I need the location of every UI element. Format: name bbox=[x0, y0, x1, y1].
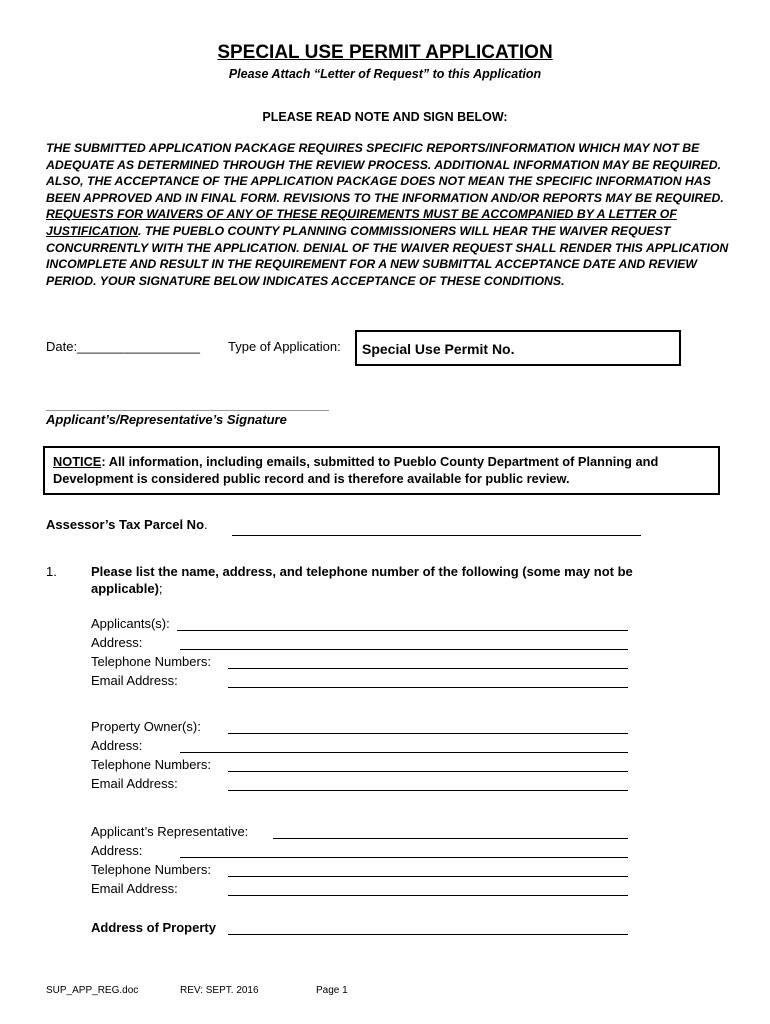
conditions-text-2: . THE PUEBLO COUNTY PLANNING COMMISSIONERS WILL HEAR THE WAIVER REQUEST CONCURRENTLY WITH THE APPLICATION. DENIAL OF THE WAIVER REQUEST SHALL RENDER THIS APPLICATION INCOMPLETE AND RESULT IN THE REQUIREMENT FOR A NEW SUBMITTAL ACCEPTANCE DATE AND REVIEW PERIOD. YOUR SIGNATURE BELOW INDICATES ACCEPTANCE OF THESE CONDITIONS. bbox=[46, 223, 729, 288]
public-record-notice bbox=[43, 446, 720, 495]
conditions-paragraph bbox=[46, 140, 746, 289]
notice-text: : All information, including emails, submitted to Pueblo County Department of Planning and Development is considered public record and is therefore available for public review. bbox=[53, 454, 659, 486]
footer-filename: SUP_APP_REG.doc bbox=[46, 985, 139, 996]
applicant-name-label: Applicants(s): bbox=[91, 616, 170, 631]
parcel-input-line[interactable] bbox=[232, 535, 641, 536]
parcel-label bbox=[46, 517, 208, 532]
applicant-email-label: Email Address: bbox=[91, 673, 178, 688]
owner-phone-line[interactable] bbox=[228, 771, 628, 772]
section-instruction-text: Please list the name, address, and telephone number of the following (some may not be applicable) bbox=[91, 564, 633, 596]
footer-revision: REV: SEPT. 2016 bbox=[180, 985, 259, 996]
signature-label: Applicant’s/Representative’s Signature bbox=[46, 412, 287, 427]
representative-email-line[interactable] bbox=[228, 895, 628, 896]
application-type-box bbox=[355, 330, 681, 366]
owner-address-label: Address: bbox=[91, 738, 143, 753]
representative-address-label: Address: bbox=[91, 843, 143, 858]
representative-name-label: Applicant’s Representative: bbox=[91, 824, 249, 839]
section-number: 1. bbox=[46, 564, 57, 579]
representative-name-line[interactable] bbox=[273, 838, 628, 839]
section-instruction bbox=[91, 564, 691, 597]
owner-address-line[interactable] bbox=[180, 752, 628, 753]
applicant-phone-line[interactable] bbox=[228, 668, 628, 669]
owner-email-line[interactable] bbox=[228, 790, 628, 791]
parcel-label-text: Assessor’s Tax Parcel No bbox=[46, 517, 205, 532]
application-type-value: Special Use Permit No. bbox=[362, 341, 515, 357]
representative-phone-line[interactable] bbox=[228, 876, 628, 877]
section-instruction-end: ; bbox=[158, 580, 163, 596]
applicant-email-line[interactable] bbox=[228, 687, 628, 688]
owner-name-label: Property Owner(s): bbox=[91, 719, 201, 734]
applicant-phone-label: Telephone Numbers: bbox=[91, 654, 211, 669]
signature-line[interactable] bbox=[46, 410, 329, 411]
owner-email-label: Email Address: bbox=[91, 776, 178, 791]
notice-heading: NOTICE bbox=[53, 454, 102, 469]
representative-phone-label: Telephone Numbers: bbox=[91, 862, 211, 877]
applicant-name-line[interactable] bbox=[177, 630, 628, 631]
application-type-label: Type of Application: bbox=[228, 339, 341, 354]
owner-name-line[interactable] bbox=[228, 733, 628, 734]
applicant-address-label: Address: bbox=[91, 635, 143, 650]
date-field[interactable]: Date:_________________ bbox=[46, 339, 200, 354]
property-address-line[interactable] bbox=[228, 934, 628, 935]
waiver-requirement-text: REQUESTS FOR WAIVERS OF ANY OF THESE REQUIREMENTS MUST BE ACCOMPANIED BY A LETTER OF JUSTIFICATION bbox=[46, 207, 677, 238]
parcel-label-dot: . bbox=[204, 517, 208, 532]
owner-phone-label: Telephone Numbers: bbox=[91, 757, 211, 772]
conditions-text-1: THE SUBMITTED APPLICATION PACKAGE REQUIRES SPECIFIC REPORTS/INFORMATION WHICH MAY NOT BE ADEQUATE AS DETERMINED THROUGH THE REVIEW PROCESS. ADDITIONAL INFORMATION MAY BE REQUIRED. ALSO, THE ACCEPTANCE OF THE APPLICATION PACKAGE DOES NOT MEAN THE SPECIFIC INFORMATION HAS BEEN APPROVED AND IN FINAL FORM. REVISIONS TO THE INFORMATION AND/OR REPORTS MAY BE REQUIRED. bbox=[46, 141, 724, 205]
page-title: SPECIAL USE PERMIT APPLICATION bbox=[217, 42, 553, 63]
representative-email-label: Email Address: bbox=[91, 881, 178, 896]
applicant-address-line[interactable] bbox=[180, 649, 628, 650]
footer-page-number: Page 1 bbox=[316, 985, 348, 996]
representative-address-line[interactable] bbox=[180, 857, 628, 858]
page-subtitle: Please Attach “Letter of Request” to this Application bbox=[228, 67, 542, 81]
read-note-heading: PLEASE READ NOTE AND SIGN BELOW: bbox=[262, 110, 508, 124]
property-address-label: Address of Property bbox=[91, 920, 216, 935]
